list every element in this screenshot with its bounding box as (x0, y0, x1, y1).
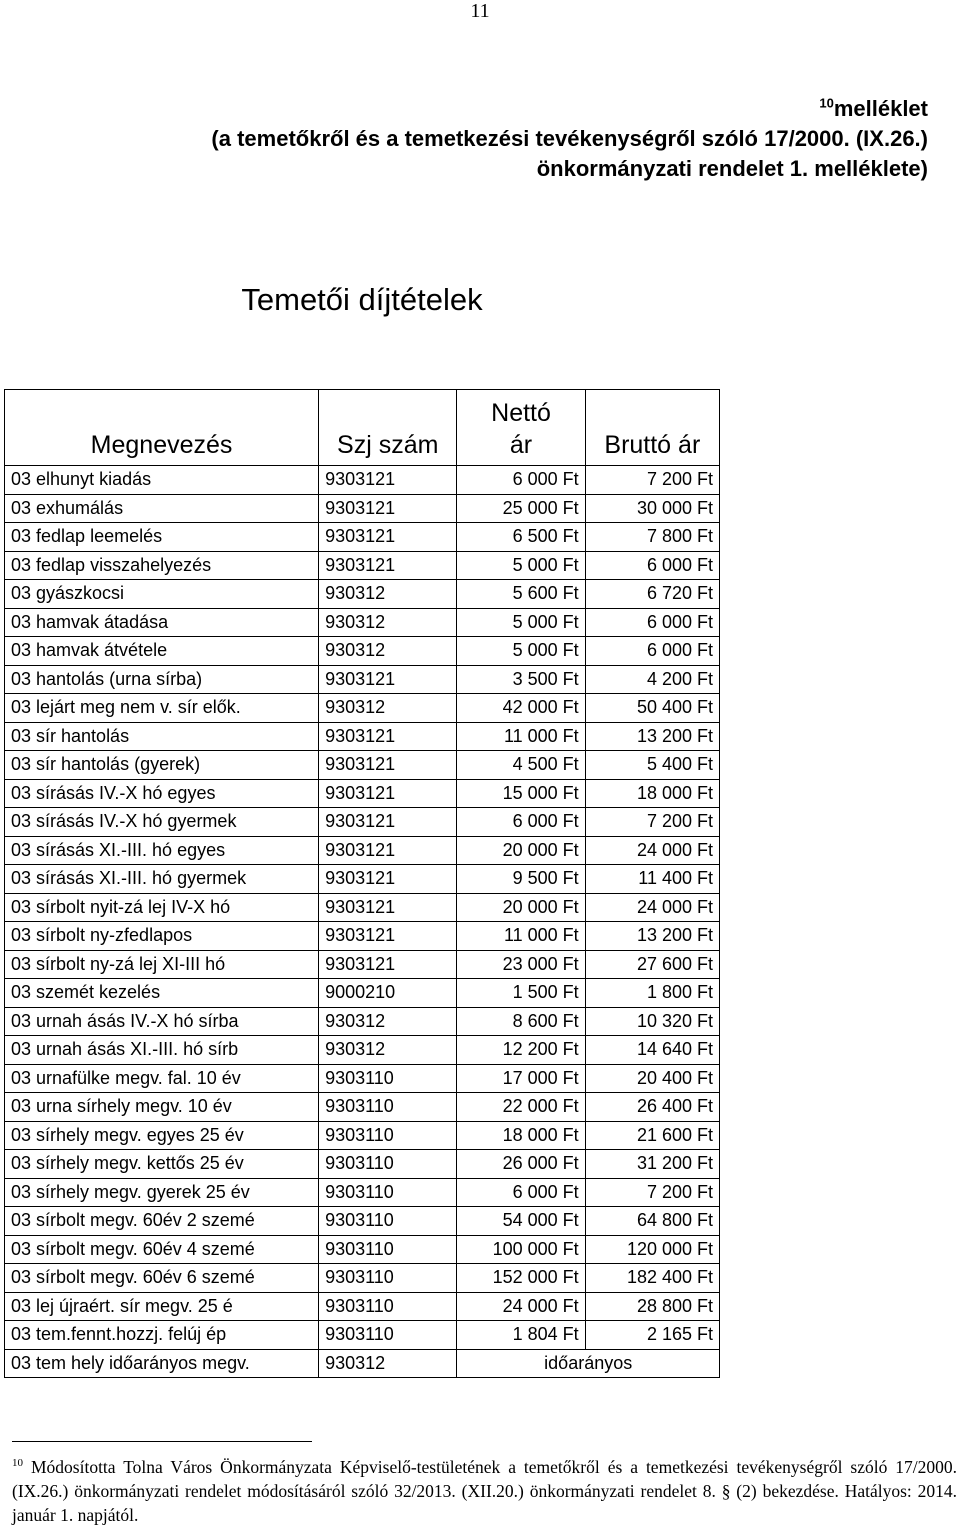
row-gross-price: 182 400 Ft (585, 1264, 719, 1293)
row-code: 9303110 (319, 1264, 457, 1293)
annex-label (819, 96, 928, 122)
row-net-price: 20 000 Ft (457, 836, 585, 865)
row-name: 03 gyászkocsi (5, 580, 319, 609)
table-row (5, 1292, 720, 1321)
row-gross-price: 13 200 Ft (585, 922, 719, 951)
row-code: 9303121 (319, 922, 457, 951)
row-code: 930312 (319, 608, 457, 637)
row-gross-price: 7 800 Ft (585, 523, 719, 552)
table-row (5, 1321, 720, 1350)
header-name: Megnevezés (5, 390, 319, 466)
document-title: Temetői díjtételek (241, 282, 483, 317)
row-name: 03 sír hantolás (gyerek) (5, 751, 319, 780)
footnote-divider (12, 1441, 312, 1442)
row-name: 03 urnah ásás XI.-III. hó sírb (5, 1036, 319, 1065)
row-name: 03 hamvak átadása (5, 608, 319, 637)
table-row (5, 694, 720, 723)
table-row (5, 922, 720, 951)
row-gross-price: 7 200 Ft (585, 1178, 719, 1207)
row-gross-price: 14 640 Ft (585, 1036, 719, 1065)
fee-table (4, 389, 720, 1378)
row-net-price: 6 000 Ft (457, 808, 585, 837)
row-code: 9303121 (319, 779, 457, 808)
row-code: 9303110 (319, 1235, 457, 1264)
row-gross-price: 2 165 Ft (585, 1321, 719, 1350)
row-net-price: 18 000 Ft (457, 1121, 585, 1150)
table-row (5, 608, 720, 637)
row-gross-price: 24 000 Ft (585, 893, 719, 922)
row-code: 9303121 (319, 865, 457, 894)
table-row (5, 1121, 720, 1150)
row-gross-price: 4 200 Ft (585, 665, 719, 694)
header-net-line-1: Nettó (491, 399, 551, 427)
row-code: 9303110 (319, 1150, 457, 1179)
table-row (5, 1235, 720, 1264)
table-row (5, 551, 720, 580)
row-net-price: 11 000 Ft (457, 722, 585, 751)
header-code: Szj szám (319, 390, 457, 466)
table-row (5, 1036, 720, 1065)
row-name: 03 sírásás XI.-III. hó egyes (5, 836, 319, 865)
row-code: 9303121 (319, 722, 457, 751)
row-net-price: 3 500 Ft (457, 665, 585, 694)
row-net-price: 17 000 Ft (457, 1064, 585, 1093)
row-gross-price: 6 000 Ft (585, 637, 719, 666)
row-gross-price: 120 000 Ft (585, 1235, 719, 1264)
row-gross-price: 1 800 Ft (585, 979, 719, 1008)
table-row (5, 1349, 720, 1378)
row-net-price: 5 000 Ft (457, 637, 585, 666)
row-gross-price: 21 600 Ft (585, 1121, 719, 1150)
row-gross-price: 18 000 Ft (585, 779, 719, 808)
row-gross-price: 30 000 Ft (585, 494, 719, 523)
fee-table-header-row (5, 390, 720, 466)
annex-footnote-ref: 10 (819, 95, 834, 111)
row-net-price: 5 000 Ft (457, 551, 585, 580)
row-name: 03 sírásás XI.-III. hó gyermek (5, 865, 319, 894)
table-row (5, 637, 720, 666)
table-row (5, 865, 720, 894)
table-row (5, 1093, 720, 1122)
row-code: 9303121 (319, 494, 457, 523)
row-name: 03 hantolás (urna sírba) (5, 665, 319, 694)
row-name: 03 sírhely megv. gyerek 25 év (5, 1178, 319, 1207)
header-net (457, 390, 585, 466)
row-net-price: 8 600 Ft (457, 1007, 585, 1036)
row-gross-price: 27 600 Ft (585, 950, 719, 979)
row-net-price: 5 000 Ft (457, 608, 585, 637)
row-net-price: 11 000 Ft (457, 922, 585, 951)
row-net-price: 100 000 Ft (457, 1235, 585, 1264)
row-gross-price: 6 000 Ft (585, 551, 719, 580)
row-net-price: 20 000 Ft (457, 893, 585, 922)
table-row (5, 466, 720, 495)
row-gross-price: 7 200 Ft (585, 808, 719, 837)
table-row (5, 808, 720, 837)
row-gross-price: 7 200 Ft (585, 466, 719, 495)
row-code: 9303121 (319, 551, 457, 580)
row-gross-price: 5 400 Ft (585, 751, 719, 780)
table-row (5, 665, 720, 694)
footnote-number: 10 (12, 1457, 23, 1470)
header-net-line-2: ár (509, 431, 533, 459)
row-net-price: 6 000 Ft (457, 466, 585, 495)
row-name: 03 elhunyt kiadás (5, 466, 319, 495)
row-name: 03 fedlap leemelés (5, 523, 319, 552)
row-name: 03 sírbolt megv. 60év 2 szemé (5, 1207, 319, 1236)
row-net-price: 42 000 Ft (457, 694, 585, 723)
row-name: 03 sírásás IV.-X hó gyermek (5, 808, 319, 837)
header-gross: Bruttó ár (585, 390, 719, 466)
table-row (5, 1207, 720, 1236)
row-gross-price: 50 400 Ft (585, 694, 719, 723)
row-net-price: 1 500 Ft (457, 979, 585, 1008)
row-name: 03 sírásás IV.-X hó egyes (5, 779, 319, 808)
page-number: 11 (470, 0, 490, 22)
table-row (5, 580, 720, 609)
table-row (5, 722, 720, 751)
row-code: 9303110 (319, 1207, 457, 1236)
row-name: 03 urnah ásás IV.-X hó sírba (5, 1007, 319, 1036)
row-name: 03 lejárt meg nem v. sír elők. (5, 694, 319, 723)
row-code: 9000210 (319, 979, 457, 1008)
row-code: 9303110 (319, 1292, 457, 1321)
table-row (5, 494, 720, 523)
row-code: 9303121 (319, 808, 457, 837)
row-code: 9303121 (319, 665, 457, 694)
row-code: 9303110 (319, 1121, 457, 1150)
row-net-price: 152 000 Ft (457, 1264, 585, 1293)
row-net-price: 6 000 Ft (457, 1178, 585, 1207)
row-code: 930312 (319, 1007, 457, 1036)
row-net-price: 4 500 Ft (457, 751, 585, 780)
table-row (5, 1150, 720, 1179)
table-row (5, 779, 720, 808)
annex-line-3: önkormányzati rendelet 1. melléklete) (536, 156, 928, 181)
table-row (5, 979, 720, 1008)
row-net-price: 12 200 Ft (457, 1036, 585, 1065)
row-code: 9303110 (319, 1178, 457, 1207)
row-name: 03 szemét kezelés (5, 979, 319, 1008)
row-code: 9303110 (319, 1093, 457, 1122)
row-code: 9303121 (319, 466, 457, 495)
table-row (5, 1264, 720, 1293)
row-name: 03 lej újraért. sír megv. 25 é (5, 1292, 319, 1321)
row-code: 930312 (319, 580, 457, 609)
footnote (12, 1455, 957, 1527)
table-row (5, 751, 720, 780)
row-code: 930312 (319, 1036, 457, 1065)
row-gross-price: 24 000 Ft (585, 836, 719, 865)
row-net-price: 1 804 Ft (457, 1321, 585, 1350)
row-net-price: 54 000 Ft (457, 1207, 585, 1236)
row-net-price: 9 500 Ft (457, 865, 585, 894)
table-row (5, 950, 720, 979)
row-net-price: 24 000 Ft (457, 1292, 585, 1321)
row-name: 03 urna sírhely megv. 10 év (5, 1093, 319, 1122)
row-net-price: 23 000 Ft (457, 950, 585, 979)
row-code: 9303110 (319, 1064, 457, 1093)
table-row (5, 836, 720, 865)
annex-line-2: (a temetőkről és a temetkezési tevékenységről szóló 17/2000. (IX.26.) (211, 126, 928, 151)
table-row (5, 523, 720, 552)
row-gross-price: 6 720 Ft (585, 580, 719, 609)
row-code: 9303110 (319, 1321, 457, 1350)
row-net-price: 25 000 Ft (457, 494, 585, 523)
row-net-price: 26 000 Ft (457, 1150, 585, 1179)
row-name: 03 fedlap visszahelyezés (5, 551, 319, 580)
row-gross-price: 10 320 Ft (585, 1007, 719, 1036)
row-gross-price: 26 400 Ft (585, 1093, 719, 1122)
row-code: 9303121 (319, 751, 457, 780)
row-code: 930312 (319, 637, 457, 666)
row-code: 9303121 (319, 893, 457, 922)
row-code: 930312 (319, 694, 457, 723)
row-name: 03 sírbolt ny-zá lej XI-III hó (5, 950, 319, 979)
table-row (5, 1064, 720, 1093)
row-gross-price: 64 800 Ft (585, 1207, 719, 1236)
table-row (5, 1007, 720, 1036)
row-code: 930312 (319, 1349, 457, 1378)
row-net-price: 6 500 Ft (457, 523, 585, 552)
row-name: 03 sírbolt megv. 60év 6 szemé (5, 1264, 319, 1293)
footnote-text: Módosította Tolna Város Önkormányzata Képviselő-testületének a temetőkről és a temetkezési tevékenységről szóló 17/2000. (IX.26.) önkormányzati rendelet módosításáról szóló 32/2013. (XII.20.) önkormányzati rendelet 8. § (2) bekezdése. Hatályos: 2014. január 1. napjától. (12, 1457, 958, 1525)
row-name: 03 sírbolt ny-zfedlapos (5, 922, 319, 951)
row-code: 9303121 (319, 836, 457, 865)
row-gross-price: 6 000 Ft (585, 608, 719, 637)
row-net-price: 5 600 Ft (457, 580, 585, 609)
row-name: 03 sírbolt nyit-zá lej IV-X hó (5, 893, 319, 922)
row-name: 03 hamvak átvétele (5, 637, 319, 666)
row-name: 03 tem.fennt.hozzj. felúj ép (5, 1321, 319, 1350)
row-name: 03 sírhely megv. kettős 25 év (5, 1150, 319, 1179)
row-proportional-price: időarányos (457, 1349, 720, 1378)
row-gross-price: 20 400 Ft (585, 1064, 719, 1093)
table-row (5, 1178, 720, 1207)
row-gross-price: 13 200 Ft (585, 722, 719, 751)
row-gross-price: 28 800 Ft (585, 1292, 719, 1321)
row-name: 03 sírbolt megv. 60év 4 szemé (5, 1235, 319, 1264)
row-code: 9303121 (319, 523, 457, 552)
row-name: 03 sírhely megv. egyes 25 év (5, 1121, 319, 1150)
row-code: 9303121 (319, 950, 457, 979)
row-gross-price: 11 400 Ft (585, 865, 719, 894)
fee-table-body (5, 466, 720, 1350)
row-gross-price: 31 200 Ft (585, 1150, 719, 1179)
table-row (5, 893, 720, 922)
row-name: 03 urnafülke megv. fal. 10 év (5, 1064, 319, 1093)
annex-line-1: melléklet (833, 96, 928, 121)
row-net-price: 22 000 Ft (457, 1093, 585, 1122)
row-name: 03 tem hely időarányos megv. (5, 1349, 319, 1378)
row-name: 03 sír hantolás (5, 722, 319, 751)
row-name: 03 exhumálás (5, 494, 319, 523)
row-net-price: 15 000 Ft (457, 779, 585, 808)
